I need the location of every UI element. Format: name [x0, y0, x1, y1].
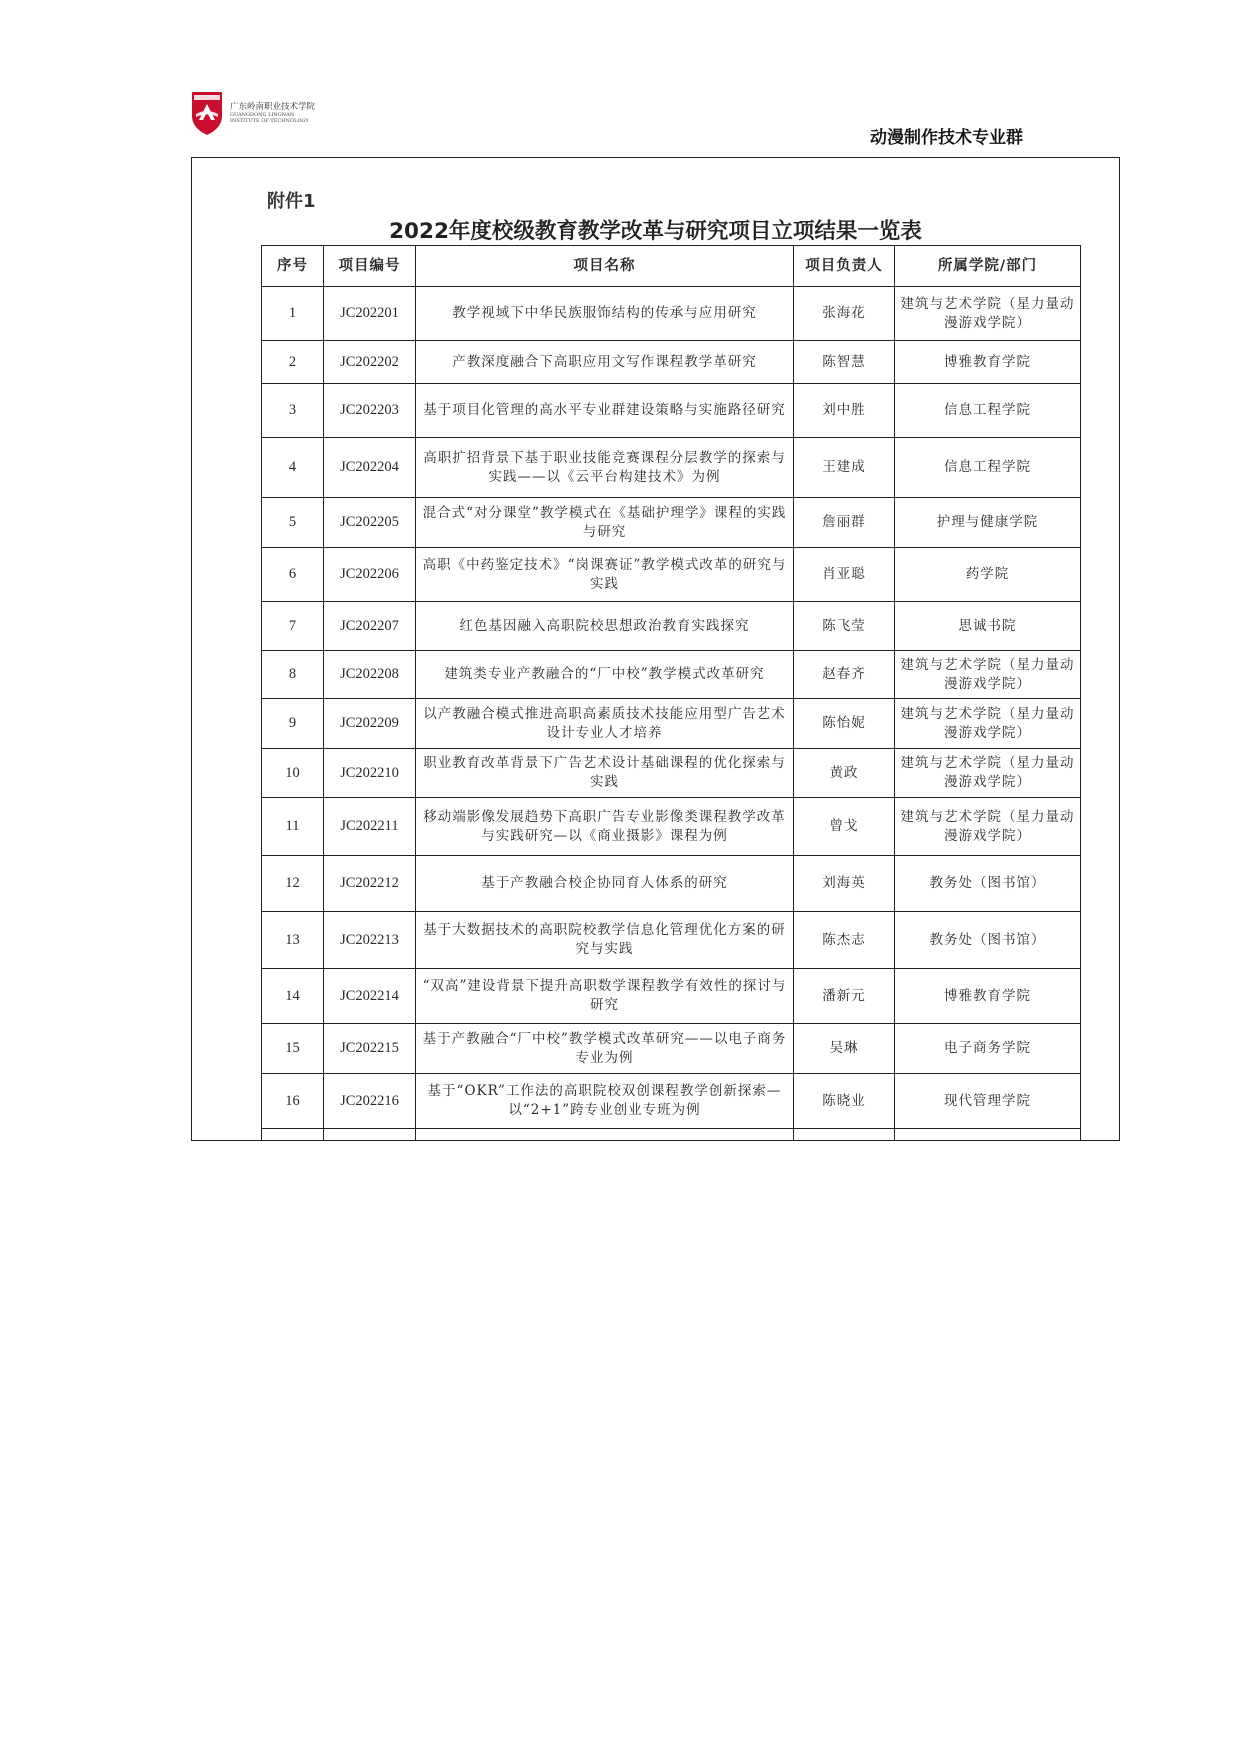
row-name: “双高”建设背景下提升高职数学课程教学有效性的探讨与研究 — [416, 969, 794, 1024]
empty-cell — [262, 1129, 324, 1142]
table-row — [262, 969, 1081, 1024]
row-dept: 电子商务学院 — [895, 1024, 1081, 1074]
row-code: JC202206 — [324, 548, 416, 602]
row-dept: 教务处（图书馆） — [895, 856, 1081, 912]
row-leader: 王建成 — [794, 438, 895, 498]
row-no: 6 — [262, 548, 324, 602]
table-row — [262, 912, 1081, 969]
row-leader: 吴琳 — [794, 1024, 895, 1074]
row-no: 2 — [262, 341, 324, 384]
row-dept: 信息工程学院 — [895, 384, 1081, 438]
row-name: 移动端影像发展趋势下高职广告专业影像类课程教学改革与实践研究—以《商业摄影》课程为例 — [416, 798, 794, 856]
row-no: 15 — [262, 1024, 324, 1074]
row-dept: 建筑与艺术学院（星力量动漫游戏学院） — [895, 699, 1081, 749]
empty-cell — [794, 1129, 895, 1142]
row-leader: 陈晓业 — [794, 1074, 895, 1129]
row-code: JC202210 — [324, 749, 416, 798]
specialty-group-label: 动漫制作技术专业群 — [870, 128, 1023, 148]
row-leader: 刘海英 — [794, 856, 895, 912]
table-row-cut-off — [262, 1129, 1081, 1142]
row-name: 高职扩招背景下基于职业技能竞赛课程分层教学的探索与实践——以《云平台构建技术》为例 — [416, 438, 794, 498]
row-dept: 药学院 — [895, 548, 1081, 602]
school-logo — [190, 90, 340, 138]
row-code: JC202209 — [324, 699, 416, 749]
row-dept: 博雅教育学院 — [895, 341, 1081, 384]
row-leader: 黄政 — [794, 749, 895, 798]
table-row — [262, 341, 1081, 384]
table-row — [262, 798, 1081, 856]
row-leader: 陈怡妮 — [794, 699, 895, 749]
row-name: 红色基因融入高职院校思想政治教育实践探究 — [416, 602, 794, 651]
row-leader: 潘新元 — [794, 969, 895, 1024]
row-name: 教学视域下中华民族服饰结构的传承与应用研究 — [416, 287, 794, 341]
row-name: 高职《中药鉴定技术》“岗课赛证”教学模式改革的研究与实践 — [416, 548, 794, 602]
column-header-dept: 所属学院/部门 — [895, 246, 1081, 287]
column-header-no: 序号 — [262, 246, 324, 287]
column-header-name: 项目名称 — [416, 246, 794, 287]
row-no: 4 — [262, 438, 324, 498]
table-row — [262, 384, 1081, 438]
row-no: 8 — [262, 651, 324, 699]
row-no: 10 — [262, 749, 324, 798]
row-code: JC202213 — [324, 912, 416, 969]
row-no: 13 — [262, 912, 324, 969]
row-dept: 建筑与艺术学院（星力量动漫游戏学院） — [895, 798, 1081, 856]
school-name-en-line2: INSTITUTE OF TECHNOLOGY — [230, 118, 309, 124]
row-name: 以产教融合模式推进高职高素质技术技能应用型广告艺术设计专业人才培养 — [416, 699, 794, 749]
row-dept: 现代管理学院 — [895, 1074, 1081, 1129]
row-name: 基于“OKR”工作法的高职院校双创课程教学创新探索—以“2+1”跨专业创业专班为例 — [416, 1074, 794, 1129]
row-code: JC202203 — [324, 384, 416, 438]
school-name-cn: 广东岭南职业技术学院 — [230, 102, 316, 112]
row-name: 基于产教融合“厂中校”教学模式改革研究——以电子商务专业为例 — [416, 1024, 794, 1074]
row-code: JC202215 — [324, 1024, 416, 1074]
empty-cell — [416, 1129, 794, 1142]
attachment-label: 附件1 — [267, 191, 316, 212]
row-dept: 建筑与艺术学院（星力量动漫游戏学院） — [895, 749, 1081, 798]
row-code: JC202208 — [324, 651, 416, 699]
school-name-en-line1: GUANGDONG LINGNAN — [230, 112, 295, 118]
row-leader: 张海花 — [794, 287, 895, 341]
empty-cell — [895, 1129, 1081, 1142]
school-emblem-icon — [190, 90, 224, 136]
document-title: 2022年度校级教育教学改革与研究项目立项结果一览表 — [389, 219, 922, 244]
row-name: 建筑类专业产教融合的“厂中校”教学模式改革研究 — [416, 651, 794, 699]
row-no: 3 — [262, 384, 324, 438]
table-row — [262, 438, 1081, 498]
row-leader: 曾戈 — [794, 798, 895, 856]
row-dept: 博雅教育学院 — [895, 969, 1081, 1024]
row-code: JC202212 — [324, 856, 416, 912]
row-leader: 刘中胜 — [794, 384, 895, 438]
table-row — [262, 602, 1081, 651]
project-results-table — [261, 245, 1081, 1141]
table-row — [262, 1024, 1081, 1074]
row-name: 职业教育改革背景下广告艺术设计基础课程的优化探索与实践 — [416, 749, 794, 798]
row-no: 12 — [262, 856, 324, 912]
row-name: 产教深度融合下高职应用文写作课程教学革研究 — [416, 341, 794, 384]
row-name: 混合式“对分课堂”教学模式在《基础护理学》课程的实践与研究 — [416, 498, 794, 548]
row-code: JC202207 — [324, 602, 416, 651]
table-row — [262, 498, 1081, 548]
column-header-leader: 项目负责人 — [794, 246, 895, 287]
table-row — [262, 856, 1081, 912]
table-row — [262, 548, 1081, 602]
row-name: 基于产教融合校企协同育人体系的研究 — [416, 856, 794, 912]
row-leader: 赵春齐 — [794, 651, 895, 699]
row-code: JC202201 — [324, 287, 416, 341]
row-dept: 建筑与艺术学院（星力量动漫游戏学院） — [895, 287, 1081, 341]
row-leader: 詹丽群 — [794, 498, 895, 548]
row-dept: 教务处（图书馆） — [895, 912, 1081, 969]
scanned-attachment — [191, 157, 1120, 1141]
column-header-code: 项目编号 — [324, 246, 416, 287]
row-dept: 思诚书院 — [895, 602, 1081, 651]
row-no: 11 — [262, 798, 324, 856]
row-no: 1 — [262, 287, 324, 341]
row-code: JC202204 — [324, 438, 416, 498]
row-code: JC202214 — [324, 969, 416, 1024]
row-dept: 护理与健康学院 — [895, 498, 1081, 548]
row-code: JC202216 — [324, 1074, 416, 1129]
row-code: JC202205 — [324, 498, 416, 548]
empty-cell — [324, 1129, 416, 1142]
table-row — [262, 651, 1081, 699]
row-leader: 肖亚聪 — [794, 548, 895, 602]
row-leader: 陈飞莹 — [794, 602, 895, 651]
row-name: 基于大数据技术的高职院校教学信息化管理优化方案的研究与实践 — [416, 912, 794, 969]
table-header-row — [262, 246, 1081, 287]
school-name-en — [230, 112, 309, 124]
row-no: 9 — [262, 699, 324, 749]
row-dept: 信息工程学院 — [895, 438, 1081, 498]
row-leader: 陈杰志 — [794, 912, 895, 969]
table-row — [262, 1074, 1081, 1129]
row-leader: 陈智慧 — [794, 341, 895, 384]
row-dept: 建筑与艺术学院（星力量动漫游戏学院） — [895, 651, 1081, 699]
row-name: 基于项目化管理的高水平专业群建设策略与实施路径研究 — [416, 384, 794, 438]
table-row — [262, 287, 1081, 341]
row-no: 7 — [262, 602, 324, 651]
row-no: 16 — [262, 1074, 324, 1129]
row-no: 14 — [262, 969, 324, 1024]
row-code: JC202211 — [324, 798, 416, 856]
row-code: JC202202 — [324, 341, 416, 384]
table-row — [262, 749, 1081, 798]
row-no: 5 — [262, 498, 324, 548]
table-row — [262, 699, 1081, 749]
